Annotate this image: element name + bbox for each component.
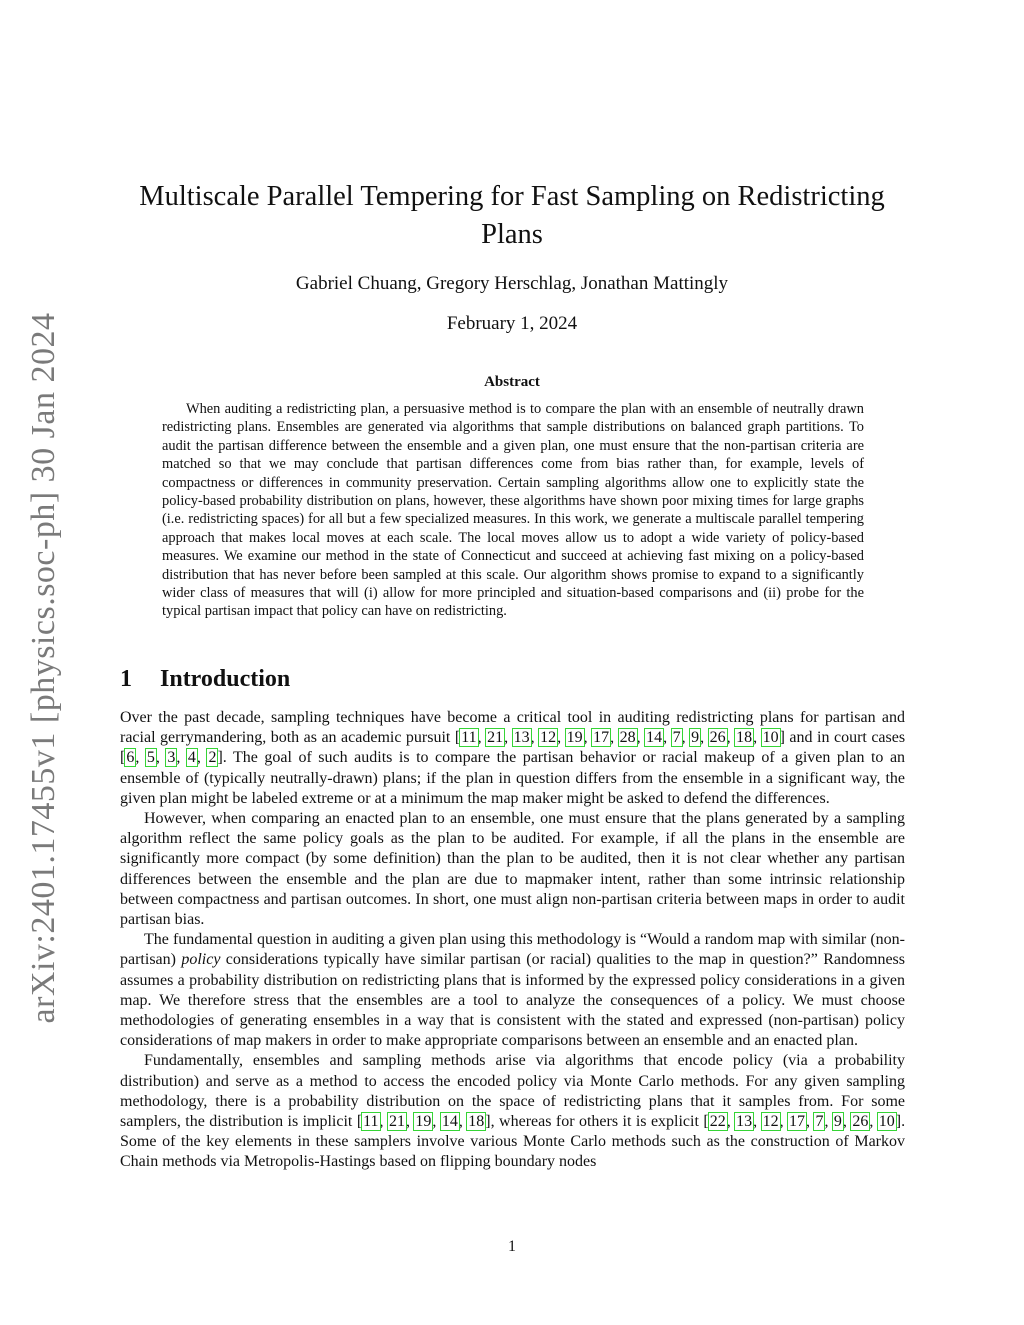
text-run: , whereas for others it is explicit: [490, 1113, 704, 1131]
citation-link[interactable]: 5: [146, 749, 155, 767]
text-run: Fundamentally, ensembles and sampling methods arise via algorithms that encode policy (via a probability distribution) and serve as a method to access the encoded policy via Monte Carlo methods. For any given sampling methodology, there is a probability distribution on the space of redistricting plans that it samples from. For some samplers, the distribution is implicit: [120, 1052, 905, 1131]
citation-link[interactable]: 14: [646, 729, 663, 747]
abstract-heading: Abstract: [484, 374, 540, 390]
paragraph: [120, 708, 905, 809]
citation-link[interactable]: 7: [672, 729, 681, 747]
arxiv-stamp: [14, 312, 74, 1024]
citation-group: [11, 21, 13, 12, 19, 17, 28, 14, 7, 9, 26, 18, 10]: [454, 729, 785, 747]
citation-link[interactable]: 4: [187, 749, 196, 767]
emphasis: policy: [181, 951, 221, 969]
page-number: 1: [508, 1238, 516, 1255]
citation-link[interactable]: 17: [593, 729, 610, 747]
text-run: The fundamental question in auditing a given plan using this methodology is “Would a random map with similar (non-partisan): [120, 931, 905, 969]
citation-link[interactable]: 26: [852, 1113, 869, 1131]
citation-link[interactable]: 11: [363, 1113, 379, 1131]
section-number: 1: [120, 666, 132, 692]
citation-link[interactable]: 10: [878, 1113, 895, 1131]
citation-link[interactable]: 14: [441, 1113, 458, 1131]
citation-link[interactable]: 10: [762, 729, 779, 747]
citation-link[interactable]: 19: [415, 1113, 432, 1131]
citation-group: [22, 13, 12, 17, 7, 9, 26, 10]: [703, 1113, 902, 1131]
citation-link[interactable]: 6: [126, 749, 135, 767]
paragraph: However, when comparing an enacted plan to an ensemble, one must ensure that the plans generated by a sampling algorithm reflect the same policy goals as the plan to be audited. For example, if all the plans in the ensemble are significantly more compact (by some definition) than the plan to be audited, then it is not clear whether any partisan differences between the ensemble and the plan are due to mapmaker intent, rather than some intrinsic relationship between compactness and partisan outcomes. In short, one must align non-partisan criteria between maps in order to audit partisan bias.: [120, 810, 905, 929]
citation-link[interactable]: 28: [619, 729, 636, 747]
citation-link[interactable]: 18: [468, 1113, 485, 1131]
author-list: Gabriel Chuang, Gregory Herschlag, Jonathan Mattingly: [295, 273, 729, 294]
text-run: Over the past decade, sampling techniques have become a critical tool in auditing redistricting plans for partisan and racial gerrymandering, both as an academic pursuit: [120, 709, 905, 747]
citation-link[interactable]: 12: [540, 729, 557, 747]
citation-link[interactable]: 21: [388, 1113, 405, 1131]
citation-link[interactable]: 17: [789, 1113, 805, 1131]
arxiv-identifier[interactable]: arXiv:2401.17455v1 [physics.soc-ph] 30 Jan 2024: [25, 312, 62, 1024]
citation-link[interactable]: 7: [815, 1113, 824, 1131]
text-run: and in court cases: [784, 729, 906, 747]
citation-group: [6, 5, 3, 4, 2]: [120, 749, 223, 767]
citation-link[interactable]: 3: [167, 749, 176, 767]
abstract-text: When auditing a redistricting plan, a persuasive method is to compare the plan with an ensemble of neutrally drawn redistricting plans. Ensembles are generated via algorithms that sample distributions on balanced graph partitions. To audit the partisan difference between the ensemble and a given plan, one must ensure that the non-partisan criteria are matched so that we may conclude that partisan differences come from bias rather than, for example, levels of compactness or differences in community preservation. Certain sampling algorithms allow one to explicitly state the policy-based probability distribution on plans, however, these algorithms have shown poor mixing times for large graphs (i.e. redistricting spaces) for all but a few specialized measures. In this work, we generate a multiscale parallel tempering approach that makes local moves at each scale. The local moves allow us to adopt a wide variety of policy-based measures. We examine our method in the state of Connecticut and succeed at achieving fast mixing on a policy-based distribution that has never before been sampled at this scale. Our algorithm shows promise to expand to a significantly wider class of measures that will (i) allow for more principled and situation-based comparisons and (ii) probe for the typical partisan impact that policy can have on redistricting.: [162, 401, 864, 620]
section-title: Introduction: [160, 666, 291, 692]
body-text: [120, 708, 905, 1173]
text-run: . Some of the key elements in these samplers involve various Monte Carlo methods such as the construction of Markov Chain methods via Metropolis-Hastings based on flipping boundary nodes: [120, 1113, 906, 1171]
citation-link[interactable]: 26: [709, 729, 726, 747]
paragraph: [120, 1051, 905, 1172]
citation-link[interactable]: 21: [487, 729, 504, 747]
paper-title: Multiscale Parallel Tempering for Fast Sampling on Redistricting Plans: [139, 181, 885, 250]
citation-link[interactable]: 12: [762, 1113, 779, 1131]
citation-link[interactable]: 22: [709, 1113, 726, 1131]
citation-link[interactable]: 18: [736, 729, 753, 747]
paragraph: [120, 930, 905, 1051]
section-heading: [120, 666, 290, 693]
citation-link[interactable]: 13: [736, 1113, 753, 1131]
citation-link[interactable]: 19: [566, 729, 583, 747]
citation-link[interactable]: 13: [513, 729, 530, 747]
citation-link[interactable]: 9: [691, 729, 700, 747]
citation-link[interactable]: 11: [461, 729, 477, 747]
citation-link[interactable]: 2: [208, 749, 217, 767]
paper-date: February 1, 2024: [446, 313, 578, 334]
text-run: . The goal of such audits is to compare the partisan behavior or racial makeup of a given plan to an ensemble of (typically neutrally-drawn) plans; if the plan in question differs from the ensemble in a significant way, the given plan might be labeled extreme or at a minimum the map maker might be asked to defend the differences.: [120, 749, 906, 807]
text-run: considerations typically have similar partisan (or racial) qualities to the map in question?” Randomness assumes a probability distribution on redistricting plans that is informed by the expressed policy considerations in a given map. We therefore stress that the ensembles are a tool to analyze the consequences of a policy. We must choose methodologies of generating ensembles in a way that is consistent with the stated and expressed (non-partisan) policy considerations of map makers in order to make appropriate comparisons between an ensemble and an enacted plan.: [120, 951, 906, 1050]
citation-group: [11, 21, 19, 14, 18]: [356, 1113, 491, 1131]
citation-link[interactable]: 9: [833, 1113, 842, 1131]
